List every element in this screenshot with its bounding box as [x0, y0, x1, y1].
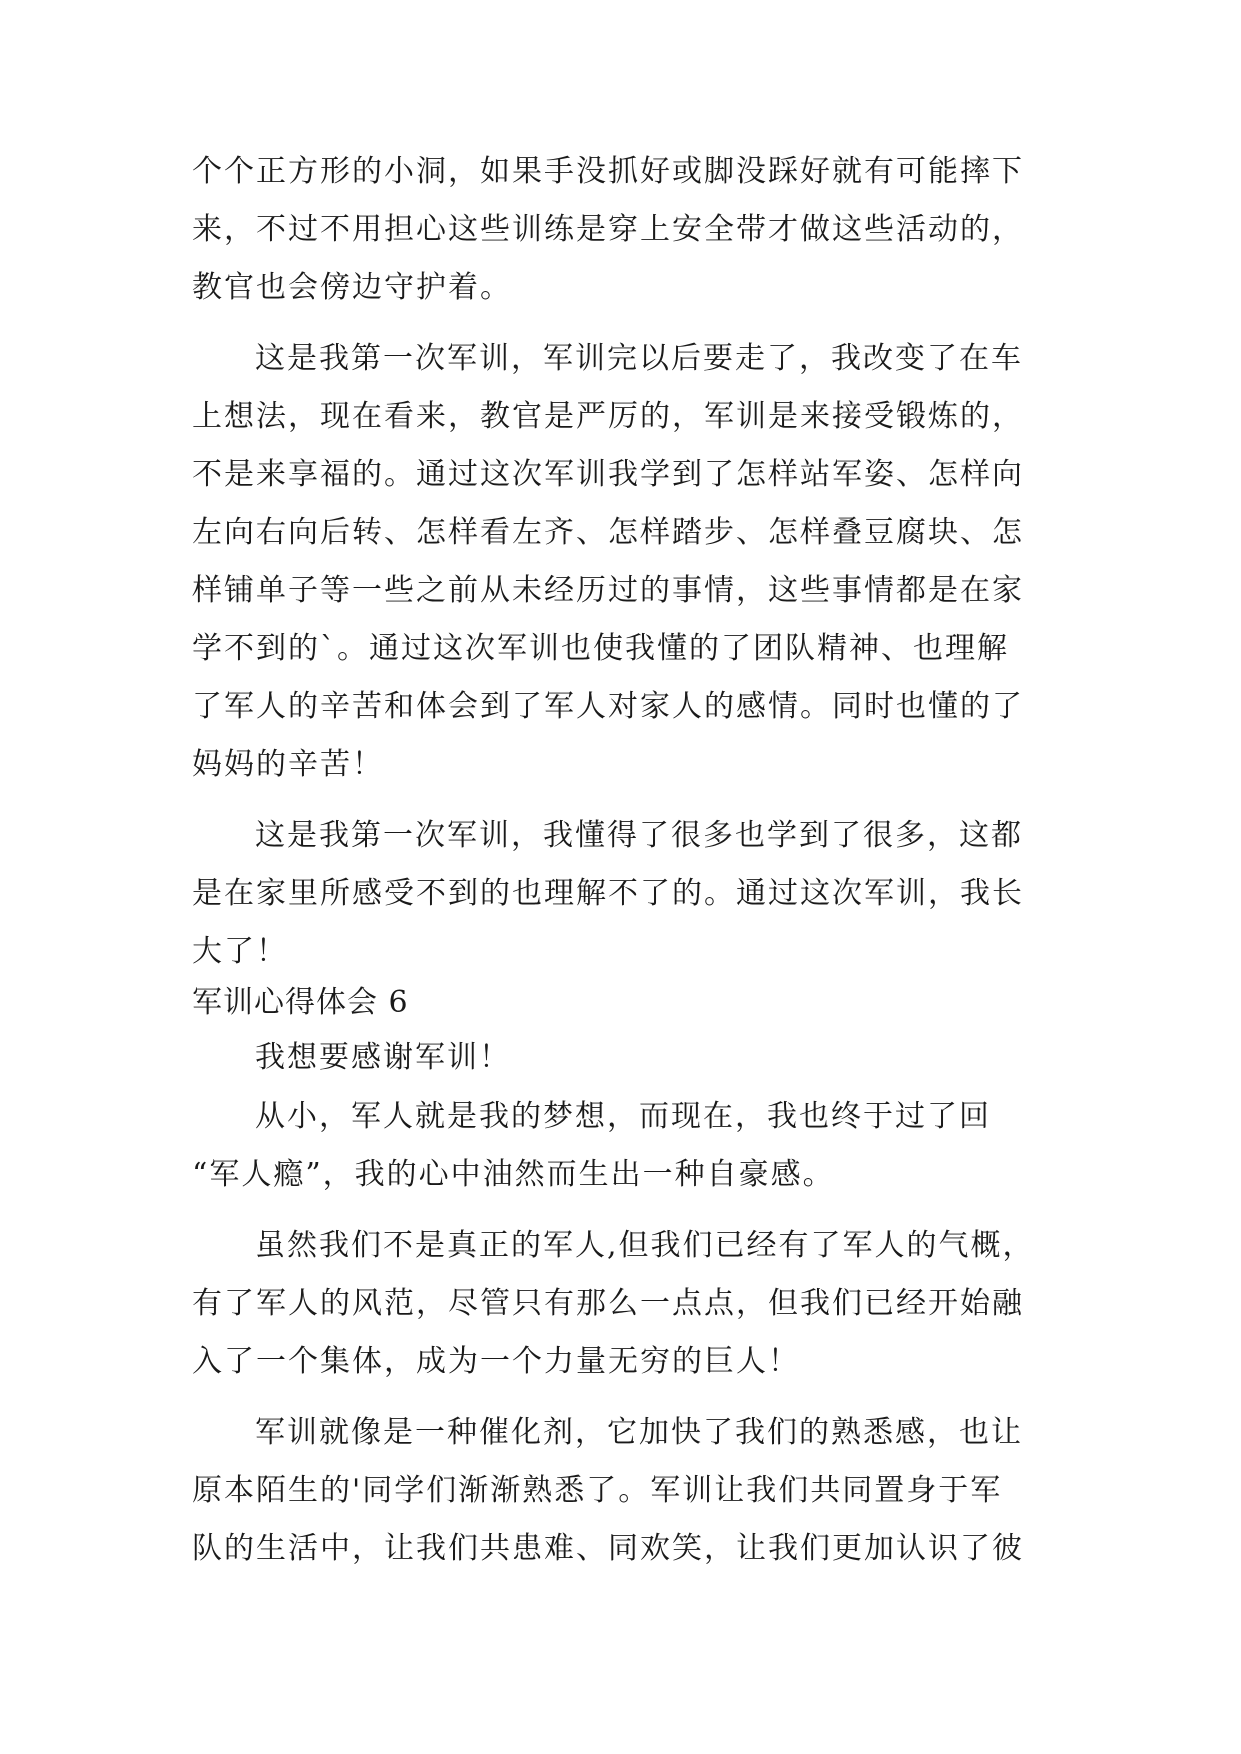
section-heading: 军训心得体会 6 [192, 985, 409, 1020]
paragraph-first-line: 从小，军人就是我的梦想，而现在，我也终于过了回 [255, 1099, 991, 1134]
text-line: 教官也会傍边守护着。 [192, 270, 512, 305]
text-line: “军人瘾”，我的心中油然而生出一种自豪感。 [192, 1157, 835, 1192]
paragraph-first-line: 虽然我们不是真正的军人,但我们已经有了军人的气概， [255, 1228, 1035, 1263]
text-line: 个个正方形的小洞，如果手没抓好或脚没踩好就有可能摔下 [192, 154, 1024, 189]
text-line: 不是来享福的。通过这次军训我学到了怎样站军姿、怎样向 [192, 457, 1024, 492]
text-line: 了军人的辛苦和体会到了军人对家人的感情。同时也懂的了 [192, 689, 1024, 724]
text-line: 上想法，现在看来，教官是严厉的，军训是来接受锻炼的， [192, 399, 1024, 434]
text-line: 是在家里所感受不到的也理解不了的。通过这次军训，我长 [192, 876, 1024, 911]
paragraph-first-line: 这是我第一次军训，军训完以后要走了，我改变了在车 [255, 341, 1023, 376]
text-line: 有了军人的风范，尽管只有那么一点点，但我们已经开始融 [192, 1286, 1024, 1321]
text-line: 样铺单子等一些之前从未经历过的事情，这些事情都是在家 [192, 573, 1024, 608]
text-line: 队的生活中，让我们共患难、同欢笑，让我们更加认识了彼 [192, 1531, 1024, 1566]
text-line: 左向右向后转、怎样看左齐、怎样踏步、怎样叠豆腐块、怎 [192, 515, 1024, 550]
text-line: 入了一个集体，成为一个力量无穷的巨人！ [192, 1344, 800, 1379]
text-line: 学不到的`。通过这次军训也使我懂的了团队精神、也理解 [192, 631, 1009, 666]
paragraph-first-line: 军训就像是一种催化剂，它加快了我们的熟悉感，也让 [255, 1415, 1023, 1450]
paragraph-first-line: 我想要感谢军训！ [255, 1040, 511, 1075]
paragraph-first-line: 这是我第一次军训，我懂得了很多也学到了很多，这都 [255, 818, 1023, 853]
text-line: 来，不过不用担心这些训练是穿上安全带才做这些活动的， [192, 212, 1024, 247]
text-line: 妈妈的辛苦！ [192, 747, 384, 782]
text-line: 原本陌生的'同学们渐渐熟悉了。军训让我们共同置身于军 [192, 1473, 1003, 1508]
text-line: 大了！ [192, 934, 288, 969]
